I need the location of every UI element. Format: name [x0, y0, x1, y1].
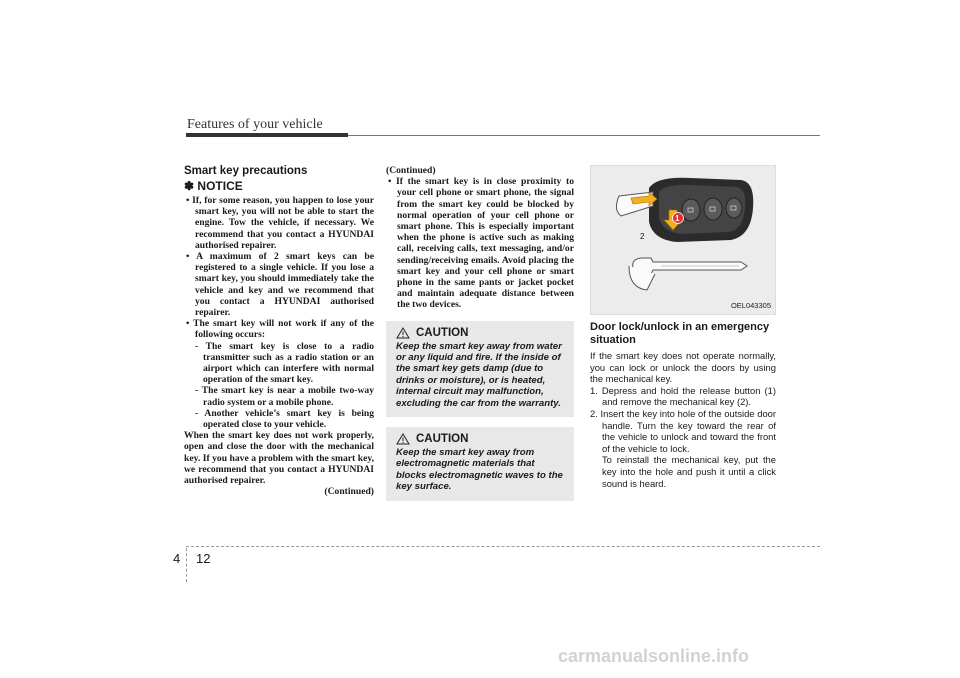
emergency-intro: If the smart key does not operate normally, you can lock or unlock the doors by using the mechanical key. [590, 350, 776, 385]
notice-title: NOTICE [197, 179, 243, 193]
page-number: 12 [196, 551, 211, 566]
footer-vertical-rule [186, 548, 187, 582]
emergency-step-note: To reinstall the mechanical key, put the key into the hole and push it until a click sound is heard. [602, 454, 776, 489]
notice-body [184, 195, 374, 497]
caution-header [396, 433, 566, 445]
continued-label: (Continued) [324, 486, 374, 498]
warning-triangle-icon [396, 433, 410, 445]
caution-title: CAUTION [416, 433, 469, 446]
notice-paragraph: When the smart key does not work properly, open and close the door with the mechanical key. If you have a problem with the smart key, we recommend that you contact a HYUNDAI authorised repairer. [184, 430, 374, 487]
fob-button-lock [682, 199, 700, 221]
caution-title: CAUTION [416, 326, 469, 339]
notice-star-icon: ✽ [184, 179, 195, 193]
notice-continued-body [386, 165, 574, 311]
notice-dash-item: - Another vehicle’s smart key is being operated close to your vehicle. [195, 407, 374, 431]
callout-label-1: 1 [675, 214, 680, 223]
figure-code: OEL043305 [730, 301, 771, 310]
section-heading: Smart key precautions [184, 165, 308, 177]
fob-button-unlock [704, 198, 722, 220]
notice-heading [184, 179, 374, 193]
footer-rule [186, 546, 820, 547]
page-header-title: Features of your vehicle [187, 117, 323, 132]
smart-key-illustration [590, 165, 776, 315]
caution-header [396, 327, 566, 339]
caution-box-water [386, 321, 574, 417]
column-left [184, 165, 374, 497]
chapter-number: 4 [173, 551, 181, 566]
section-heading-emergency: Door lock/unlock in an emergency situation [590, 321, 770, 346]
header-rule-thin [348, 135, 820, 136]
fob-button-trunk [726, 198, 742, 218]
emergency-body [590, 350, 776, 489]
notice-bullet: • If, for some reason, you happen to lose your smart key, you will not be able to start the engine. Tow the vehicle, if necessary. We recommend that you contact a HYUNDAI authorised repairer. [186, 195, 374, 251]
caution-text: Keep the smart key away from electromagnetic materials that blocks electromagnetic waves to the key surface. [396, 447, 563, 493]
notice-bullet: • A maximum of 2 smart keys can be registered to a single vehicle. If you lose a smart key, you should immediately take the vehicle and key and we recommend that you contact a HYUNDAI authorised repairer. [186, 251, 374, 319]
column-right [590, 165, 776, 489]
caution-text: Keep the smart key away from water or any liquid and fire. If the inside of the smart key gets damp (due to drinks or moisture), or is heated, internal circuit may malfunction, excluding the car from the warranty. [396, 340, 562, 409]
notice-bullet: • The smart key will not work if any of the following occurs: [186, 318, 374, 341]
emergency-step: 1. Depress and hold the release button (1) and remove the mechanical key (2). [590, 384, 776, 408]
callout-label-2: 2 [640, 232, 645, 241]
notice-dash-item: - The smart key is close to a radio transmitter such as a radio station or an airport which can interfere with normal operation of the smart key. [195, 340, 374, 386]
header-rule-thick [186, 133, 348, 137]
caution-box-electromagnetic [386, 427, 574, 501]
notice-bullet: • If the smart key is in close proximity to your cell phone or smart phone, the signal from the smart key could be blocked by normal operation of your cell phone or smart phone. This is especially important when the phone is active such as making call, receiving calls, text messaging, and/or sending/receiving emails. Avoid placing the smart key and your cell phone or smart phone in the same pants or jacket pocket and maintain adequate distance between the two devices. [388, 176, 574, 311]
warning-triangle-icon [396, 327, 410, 339]
smart-key-drawing [591, 166, 777, 316]
continued-label: (Continued) [386, 165, 436, 176]
watermark-text: carmanualsonline.info [558, 646, 750, 666]
column-middle [386, 165, 574, 501]
emergency-step: 2. Insert the key into hole of the outside door handle. Turn the key toward the rear of the vehicle to unlock and toward the front of the vehicle to lock. [590, 407, 776, 454]
notice-dash-item: - The smart key is near a mobile two-way radio system or a mobile phone. [195, 385, 374, 408]
